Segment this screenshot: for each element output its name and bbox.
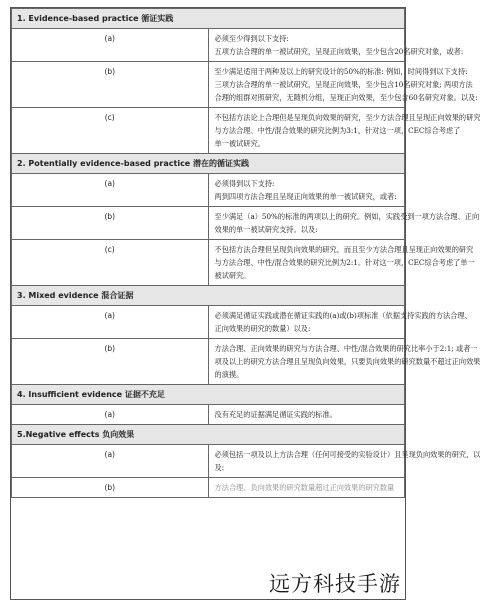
criterion-text xyxy=(208,478,405,498)
section-title: 4. Insufficient evidence 证据不充足 xyxy=(12,385,405,405)
criterion-label: (b) xyxy=(12,62,209,108)
criterion-text-line: 必须至少得到以下支持: xyxy=(214,34,289,43)
criterion-text-line: 效果的单一被试研究支持。以及: xyxy=(214,225,318,234)
criterion-text xyxy=(208,108,480,154)
criterion-text-line: 必须得到以下支持: xyxy=(214,179,275,188)
criterion-text-line: 不包括方法论上合理但是呈现负向效果的研究，至少方法合理且呈现正向效果的研究 xyxy=(214,113,480,122)
criterion-text-line: 至少满足适用于两种及以上的研究设计的50%的标准: 例如，时间得到以下支持: xyxy=(214,67,468,76)
criterion-text-line: 的演摸。 xyxy=(214,370,244,379)
criterion-row xyxy=(12,339,405,385)
section-header xyxy=(12,425,405,445)
criteria-table-page xyxy=(10,7,480,600)
criterion-label: (b) xyxy=(12,478,209,498)
criterion-row xyxy=(12,174,405,207)
criterion-text-line: 及: xyxy=(214,463,225,472)
criterion-text xyxy=(208,29,464,62)
section-title: 5.Negative effects 负向效果 xyxy=(12,425,405,445)
criterion-text-line: 五项方法合理的单一被试研究，呈现正向效果，至少包含20名研究对象，或者: xyxy=(214,47,464,56)
watermark-text: 远方科技手游 xyxy=(267,568,403,598)
criterion-row xyxy=(12,405,405,425)
criterion-text-line: 合理的组群对照研究，无随机分组，呈现正向效果，至少包含60名研究对象。以及: xyxy=(214,93,478,102)
section-title: 3. Mixed evidence 混合证据 xyxy=(12,286,405,306)
criteria-table xyxy=(11,8,480,498)
criterion-text-line: 不包括方法合理但呈现负向效果的研究，而且至少方法合理且呈现正向效果的研究 xyxy=(214,245,474,254)
criterion-row xyxy=(12,207,405,240)
criterion-label: (b) xyxy=(12,339,209,385)
section-header xyxy=(12,385,405,405)
criterion-label: (a) xyxy=(12,445,209,478)
criterion-row xyxy=(12,240,405,286)
criterion-text-line: 被试研究。 xyxy=(214,271,251,280)
criterion-row xyxy=(12,108,405,154)
criterion-row xyxy=(12,478,405,498)
criterion-row xyxy=(12,306,405,339)
criterion-text-line: 方法合理、正向效果的研究与方法合理、中性/混合效果的研究比率小于2:1; 或者一 xyxy=(214,344,478,353)
section-title: 1. Evidence-based practice 循证实践 xyxy=(12,9,405,29)
section-header xyxy=(12,286,405,306)
criterion-label: (c) xyxy=(12,240,209,286)
criterion-text xyxy=(208,339,480,385)
criterion-text-line: 与方法合理、中性/混合效果的研究比例为2:1。针对这一项，CEC综合考虑了单一 xyxy=(214,258,475,267)
criterion-text xyxy=(208,306,472,339)
criterion-text-line: 必须包括一项及以上方法合理（任何可接受的实验设计）且呈现负向效果的研究，以 xyxy=(214,450,480,459)
criterion-label: (c) xyxy=(12,108,209,154)
criterion-label: (b) xyxy=(12,207,209,240)
criterion-row xyxy=(12,62,405,108)
criterion-text xyxy=(208,445,480,478)
criterion-text-line: 两到四项方法合理且呈现正向效果的单一被试研究，或者: xyxy=(214,192,397,201)
criterion-row xyxy=(12,29,405,62)
criterion-text-line: 方法合理、负向效果的研究数量超过正向效果的研究数量 xyxy=(214,483,395,492)
criterion-text xyxy=(208,240,475,286)
criterion-text-line: 与方法合理、中性/混合效果的研究比例为3:1，针对这一项，CEC综合考虑了 xyxy=(214,126,461,135)
criterion-text-line: 必须满足循证实践或潜在循证实践的(a)或(b)项标准（依据支持实践的方法合理、 xyxy=(214,311,472,320)
criterion-text-line: 正向效果的研究的数量）以及: xyxy=(214,324,311,333)
section-header xyxy=(12,154,405,174)
criterion-text-line: 单一被试研究。 xyxy=(214,139,265,148)
criterion-text xyxy=(208,62,478,108)
criterion-text xyxy=(208,405,405,425)
criterion-text-line: 没有充足的证据满足循证实践的标准。 xyxy=(214,410,337,419)
criterion-row xyxy=(12,445,405,478)
criterion-label: (a) xyxy=(12,29,209,62)
criterion-label: (a) xyxy=(12,405,209,425)
criterion-text-line: 三项方法合理的单一被试研究，呈现正向效果，至少包含10名研究对象; 两项方法 xyxy=(214,80,473,89)
criterion-text-line: 项及以上的研究方法合理且呈现负向效果，只要负向效果的研究数量不超过正向效果 xyxy=(214,357,480,366)
section-title: 2. Potentially evidence-based practice 潜在的循证实践 xyxy=(12,154,405,174)
criterion-label: (a) xyxy=(12,174,209,207)
criterion-text-line: 至少满足（a）50%的标准的两项以上的研究。例如，实践受到一项方法合理、正向 xyxy=(214,212,480,221)
criterion-label: (a) xyxy=(12,306,209,339)
criterion-text xyxy=(208,207,480,240)
section-header xyxy=(12,9,405,29)
criterion-text xyxy=(208,174,405,207)
